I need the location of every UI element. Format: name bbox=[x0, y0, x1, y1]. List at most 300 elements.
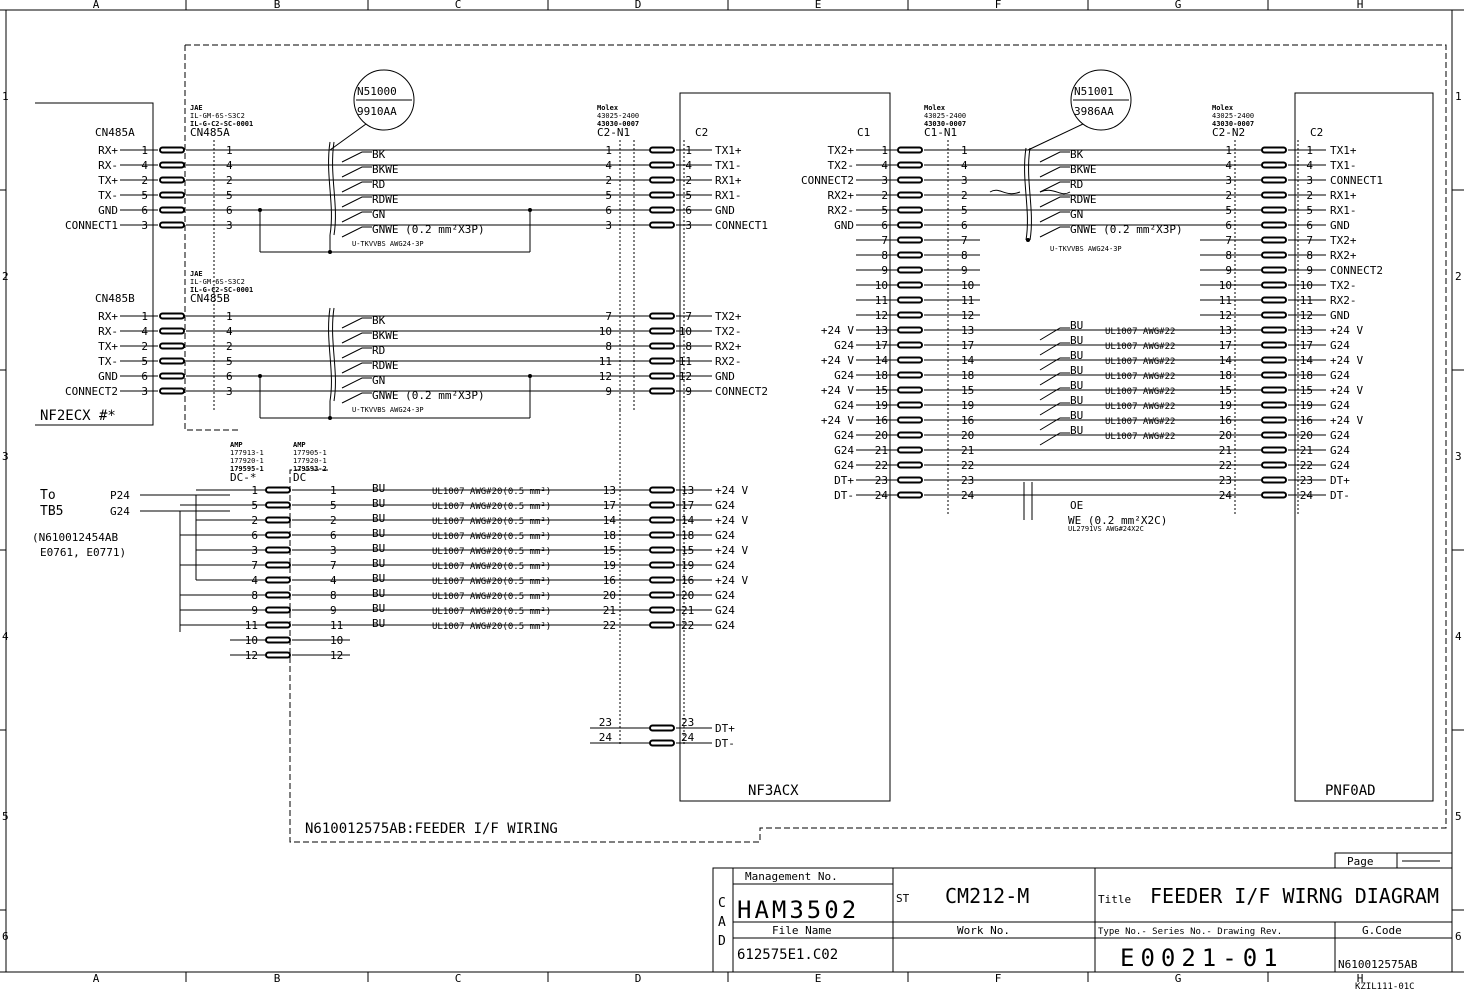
pnf0ad-signal: GND bbox=[1330, 219, 1350, 232]
file-value: 612575E1.C02 bbox=[737, 947, 839, 963]
amp1-maker: AMP bbox=[230, 441, 243, 449]
pin-number: 4 bbox=[141, 325, 148, 338]
connector-terminal bbox=[1262, 463, 1286, 468]
nf3acx-signal: GND bbox=[715, 204, 735, 217]
c1-power-color: BU bbox=[1070, 394, 1084, 407]
c1-signal: RX2- bbox=[827, 204, 854, 217]
c1-pin: 1 bbox=[881, 144, 888, 157]
wire-color: BKWE bbox=[372, 163, 399, 176]
c1-pin: 8 bbox=[881, 249, 888, 262]
connector-terminal bbox=[160, 314, 184, 319]
nf3acx-pin-number: 2 bbox=[605, 174, 612, 187]
zone-row-right: 6 bbox=[1455, 930, 1462, 943]
pin-number: 3 bbox=[141, 219, 148, 232]
c1-pin: 23 bbox=[874, 474, 888, 487]
nf3acx-board-pin: 5 bbox=[685, 189, 692, 202]
c1-signal: GND bbox=[834, 219, 854, 232]
pnf0ad-pin: 21 bbox=[1299, 444, 1313, 457]
power-wire-spec: UL1007 AWG#20(0.5 mm²) bbox=[432, 547, 552, 557]
pnf0ad-pin: 15 bbox=[1299, 384, 1313, 397]
pnf0ad-pin: 9 bbox=[1306, 264, 1313, 277]
amp1-part-2: 177920-1 bbox=[230, 457, 264, 465]
jae-part2-a: IL-G-C2-SC-0001 bbox=[190, 120, 254, 128]
pin-number: 6 bbox=[141, 204, 148, 217]
mgmt-label: Management No. bbox=[745, 870, 838, 883]
connector-terminal bbox=[898, 208, 922, 213]
c1n1-pin: 24 bbox=[961, 489, 975, 502]
wire-leader bbox=[342, 227, 372, 237]
dc-pin-left: 3 bbox=[251, 544, 258, 557]
c1-pin: 9 bbox=[881, 264, 888, 277]
signal-label: GND bbox=[98, 204, 118, 217]
nf3acx-power-signal: +24 V bbox=[715, 574, 749, 587]
c2n2-pin: 7 bbox=[1225, 234, 1232, 247]
junction-dot bbox=[258, 208, 262, 212]
c2n2-pin: 5 bbox=[1225, 204, 1232, 217]
amp2-part-3: 179593-2 bbox=[293, 465, 327, 473]
pnf0ad-pin: 18 bbox=[1299, 369, 1313, 382]
c1-pin: 4 bbox=[881, 159, 888, 172]
jae-part1-b: IL-GM-6S-S3C2 bbox=[190, 278, 245, 286]
signal-label: TX- bbox=[98, 355, 118, 368]
connector-terminal bbox=[1262, 493, 1286, 498]
signal-label: RX- bbox=[98, 159, 118, 172]
c1n1-pin: 7 bbox=[961, 234, 968, 247]
pnf0ad-pin: 10 bbox=[1299, 279, 1313, 292]
molex-conn-2: C1-N1 bbox=[924, 126, 958, 139]
power-wire-color: BU bbox=[372, 512, 386, 525]
connector-terminal bbox=[266, 593, 290, 598]
wire-leader bbox=[342, 197, 372, 207]
dc-pin-left: 11 bbox=[244, 619, 258, 632]
wire-color: RDWE bbox=[372, 193, 399, 206]
connector-terminal bbox=[266, 638, 290, 643]
connector-terminal bbox=[160, 374, 184, 379]
far-pin-number: 3 bbox=[226, 219, 233, 232]
dc-pin-left: 8 bbox=[251, 589, 258, 602]
doc-code: KZIL111-01C bbox=[1355, 982, 1415, 992]
type-label: Type No.- Series No.- Drawing Rev. bbox=[1098, 927, 1283, 937]
signal-label: TX+ bbox=[98, 174, 118, 187]
nf2ecx-label: NF2ECX #* bbox=[40, 408, 116, 424]
wire-leader bbox=[342, 333, 372, 343]
zone-row-left: 2 bbox=[2, 270, 9, 283]
pnf0ad-pin: 13 bbox=[1299, 324, 1313, 337]
c1-power-spec: UL1007 AWG#22 bbox=[1105, 357, 1176, 367]
cn485b-ref: CN485B bbox=[95, 292, 135, 305]
signal-label: TX- bbox=[98, 189, 118, 202]
cad-d: D bbox=[718, 934, 726, 949]
p24-label: P24 bbox=[110, 489, 130, 502]
nf3acx-power-board-pin: 15 bbox=[681, 544, 695, 557]
pnf0ad-signal: G24 bbox=[1330, 369, 1350, 382]
pin-number: 2 bbox=[141, 340, 148, 353]
c1n1-pin: 1 bbox=[961, 144, 968, 157]
power-wire-spec: UL1007 AWG#20(0.5 mm²) bbox=[432, 607, 552, 617]
type-value: E0021-01 bbox=[1120, 944, 1284, 972]
far-pin-number: 5 bbox=[226, 355, 233, 368]
c2n2-pin: 24 bbox=[1218, 489, 1232, 502]
nf3acx-power-board-pin: 14 bbox=[681, 514, 695, 527]
connector-terminal bbox=[898, 388, 922, 393]
c1n1-pin: 17 bbox=[961, 339, 975, 352]
dc-pin-left: 12 bbox=[244, 649, 258, 662]
dc-pin-right: 6 bbox=[330, 529, 337, 542]
c1-signal: CONNECT2 bbox=[801, 174, 854, 187]
c1-pin: 16 bbox=[874, 414, 888, 427]
nf3acx-board-pin: 2 bbox=[685, 174, 692, 187]
nf3acx-signal: GND bbox=[715, 370, 735, 383]
nf3acx-pin-number: 12 bbox=[598, 370, 612, 383]
zone-row-right: 3 bbox=[1455, 450, 1462, 463]
far-pin-number: 3 bbox=[226, 385, 233, 398]
dc-pin-right: 3 bbox=[330, 544, 337, 557]
wire-leader bbox=[342, 378, 372, 388]
model-value: CM212-M bbox=[945, 884, 1030, 908]
nf3acx-power-pin: 17 bbox=[602, 499, 616, 512]
c1-wire-color: GNWE (0.2 mm²X3P) bbox=[1070, 223, 1183, 236]
pnf0ad-signal: CONNECT1 bbox=[1330, 174, 1383, 187]
molex-part1-1: 43025-2400 bbox=[597, 112, 640, 120]
pnf0ad-signal: +24 V bbox=[1330, 384, 1364, 397]
pin-number: 2 bbox=[141, 174, 148, 187]
page-label: Page bbox=[1347, 855, 1374, 868]
c1n1-pin: 8 bbox=[961, 249, 968, 262]
connector-terminal bbox=[650, 359, 674, 364]
jae-maker-a: JAE bbox=[190, 104, 203, 112]
c1-wire-color: RDWE bbox=[1070, 193, 1097, 206]
pnf0ad-signal: RX1+ bbox=[1330, 189, 1357, 202]
c1-power-color: BU bbox=[1070, 409, 1084, 422]
wire-color: BK bbox=[372, 148, 386, 161]
c1-pin: 2 bbox=[881, 189, 888, 202]
junction-dot bbox=[328, 416, 332, 420]
pnf0ad-pin: 24 bbox=[1299, 489, 1313, 502]
zone-row-right: 1 bbox=[1455, 90, 1462, 103]
c1n1-pin: 20 bbox=[961, 429, 975, 442]
zone-row-right: 5 bbox=[1455, 810, 1462, 823]
connector-terminal bbox=[898, 328, 922, 333]
far-pin-number: 6 bbox=[226, 370, 233, 383]
c2n2-pin: 22 bbox=[1218, 459, 1232, 472]
cable-spec: U-TKVVBS AWG24-3P bbox=[352, 240, 424, 248]
power-wire-spec: UL1007 AWG#20(0.5 mm²) bbox=[432, 532, 552, 542]
nf2ecx-board bbox=[35, 103, 153, 425]
connector-terminal bbox=[1262, 238, 1286, 243]
connector-terminal bbox=[160, 344, 184, 349]
pnf0ad-pin: 16 bbox=[1299, 414, 1313, 427]
ref-note-1: (N610012454AB bbox=[32, 531, 119, 544]
connector-terminal bbox=[160, 208, 184, 213]
amp2-part-1: 177905-1 bbox=[293, 449, 327, 457]
amp2-name: DC bbox=[293, 471, 307, 484]
jae-conn-b: CN485B bbox=[190, 292, 230, 305]
title-label: Title bbox=[1098, 893, 1132, 906]
dc-pin-right: 1 bbox=[330, 484, 337, 497]
nf3acx-pin-number: 11 bbox=[598, 355, 612, 368]
connector-terminal bbox=[266, 653, 290, 658]
wire-color: RDWE bbox=[372, 359, 399, 372]
c1-power-spec: UL1007 AWG#22 bbox=[1105, 417, 1176, 427]
pin-number: 1 bbox=[141, 144, 148, 157]
molex-header-nf3acx bbox=[597, 104, 708, 139]
connector-terminal bbox=[898, 268, 922, 273]
cable-tag-1-top: N51000 bbox=[357, 85, 397, 98]
pnf0ad-signal: RX2+ bbox=[1330, 249, 1357, 262]
pin-number: 3 bbox=[141, 385, 148, 398]
cable-tag-2-bottom: 3986AA bbox=[1074, 105, 1114, 118]
nf3acx-board-pin: 6 bbox=[685, 204, 692, 217]
wire-leader bbox=[1040, 167, 1070, 177]
shield-mark bbox=[329, 308, 332, 401]
c2n2-pin: 2 bbox=[1225, 189, 1232, 202]
c1n1-pin: 18 bbox=[961, 369, 975, 382]
nf3acx-pin-number: 6 bbox=[605, 204, 612, 217]
pnf0ad-signal: +24 V bbox=[1330, 414, 1364, 427]
cable-spec: U-TKVVBS AWG24-3P bbox=[352, 406, 424, 414]
dc-pin-right: 9 bbox=[330, 604, 337, 617]
middle-c1: C1 bbox=[857, 126, 871, 139]
c1n1-pin: 16 bbox=[961, 414, 975, 427]
connector-terminal bbox=[650, 563, 674, 568]
connector-terminal bbox=[650, 329, 674, 334]
molex-header-pnf0ad bbox=[1212, 104, 1323, 139]
c1-power-color: BU bbox=[1070, 424, 1084, 437]
pnf0ad-signal: G24 bbox=[1330, 339, 1350, 352]
pin-number: 5 bbox=[141, 355, 148, 368]
c1-power-spec: UL1007 AWG#22 bbox=[1105, 387, 1176, 397]
c2n2-pin: 11 bbox=[1218, 294, 1232, 307]
c1-pin: 6 bbox=[881, 219, 888, 232]
c2n2-pin: 10 bbox=[1218, 279, 1232, 292]
c1n1-pin: 11 bbox=[961, 294, 975, 307]
nf3acx-dt-signal: DT- bbox=[715, 737, 735, 750]
c1-pin: 15 bbox=[874, 384, 888, 397]
c2n2-pin: 3 bbox=[1225, 174, 1232, 187]
amp1-part-1: 177913-1 bbox=[230, 449, 264, 457]
pnf0ad-pin: 3 bbox=[1306, 174, 1313, 187]
connector-terminal bbox=[898, 493, 922, 498]
molex-maker-3: Molex bbox=[1212, 104, 1234, 112]
cn485b-header bbox=[95, 270, 253, 305]
nf3acx-power-board-pin: 19 bbox=[681, 559, 695, 572]
molex-part2-3: 43030-0007 bbox=[1212, 120, 1255, 128]
c1n1-pin: 4 bbox=[961, 159, 968, 172]
connector-terminal bbox=[160, 148, 184, 153]
cn485a-ref: CN485A bbox=[95, 126, 135, 139]
dc-pin-left: 5 bbox=[251, 499, 258, 512]
nf3acx-label: NF3ACX bbox=[748, 783, 799, 799]
connector-terminal bbox=[650, 178, 674, 183]
pin-number: 1 bbox=[141, 310, 148, 323]
power-wire-spec: UL1007 AWG#20(0.5 mm²) bbox=[432, 622, 552, 632]
connector-terminal bbox=[1262, 388, 1286, 393]
c1n1-pin: 21 bbox=[961, 444, 975, 457]
signal-label: TX+ bbox=[98, 340, 118, 353]
nf3acx-signal: RX2- bbox=[715, 355, 742, 368]
connector-terminal bbox=[160, 178, 184, 183]
nf3acx-power-board-pin: 20 bbox=[681, 589, 695, 602]
c1-pin: 21 bbox=[874, 444, 888, 457]
dc-pin-left: 10 bbox=[244, 634, 258, 647]
c1-pin: 3 bbox=[881, 174, 888, 187]
pin-number: 5 bbox=[141, 189, 148, 202]
connector-terminal bbox=[160, 163, 184, 168]
nf3acx-pin-number: 5 bbox=[605, 189, 612, 202]
c1-signal: TX2+ bbox=[827, 144, 854, 157]
connector-terminal bbox=[650, 726, 674, 731]
power-wire-color: BU bbox=[372, 617, 386, 630]
connector-terminal bbox=[1262, 328, 1286, 333]
c1n1-pin: 5 bbox=[961, 204, 968, 217]
nf3acx-power-pin: 13 bbox=[602, 484, 616, 497]
pnf0ad-signal: GND bbox=[1330, 309, 1350, 322]
gcode-label: G.Code bbox=[1362, 924, 1402, 937]
molex-conn-3: C2-N2 bbox=[1212, 126, 1246, 139]
connector-terminal bbox=[1262, 178, 1286, 183]
zone-col-top: B bbox=[273, 0, 281, 11]
cable-tag-2-top: N51001 bbox=[1074, 85, 1114, 98]
c1n1-pin: 10 bbox=[961, 279, 975, 292]
pin-number: 4 bbox=[141, 159, 148, 172]
c1n1-pin: 12 bbox=[961, 309, 975, 322]
c1-signal: +24 V bbox=[820, 414, 854, 427]
c1n1-pin: 9 bbox=[961, 264, 968, 277]
connector-terminal bbox=[1262, 253, 1286, 258]
wire-color: RD bbox=[372, 178, 386, 191]
power-wire-spec: UL1007 AWG#20(0.5 mm²) bbox=[432, 502, 552, 512]
c1-signal: G24 bbox=[834, 459, 854, 472]
nf3acx-pin-number: 3 bbox=[605, 219, 612, 232]
c1-pin: 24 bbox=[874, 489, 888, 502]
pnf0ad-signal: G24 bbox=[1330, 399, 1350, 412]
nf3acx-board-pin: 12 bbox=[678, 370, 692, 383]
nf3acx-power-signal: G24 bbox=[715, 529, 735, 542]
shield-mark bbox=[333, 308, 336, 401]
connector-terminal bbox=[650, 148, 674, 153]
nf3acx-board-pin: 7 bbox=[685, 310, 692, 323]
c1n1-pin: 22 bbox=[961, 459, 975, 472]
dc-pin-right: 8 bbox=[330, 589, 337, 602]
nf3acx-power-board-pin: 13 bbox=[681, 484, 695, 497]
pnf0ad-signal: G24 bbox=[1330, 444, 1350, 457]
c1-signal: DT- bbox=[834, 489, 854, 502]
pnf0ad-signal: TX2- bbox=[1330, 279, 1357, 292]
connector-terminal bbox=[650, 488, 674, 493]
pnf0ad-signal: TX1- bbox=[1330, 159, 1357, 172]
molex-maker-2: Molex bbox=[924, 104, 946, 112]
nf3acx-board-pin: 1 bbox=[685, 144, 692, 157]
connector-terminal bbox=[266, 503, 290, 508]
zone-row-right: 2 bbox=[1455, 270, 1462, 283]
wire-leader bbox=[1040, 152, 1070, 162]
molex-header-c1 bbox=[857, 104, 966, 139]
zone-row-left: 4 bbox=[2, 630, 9, 643]
amp2-part-2: 177920-1 bbox=[293, 457, 327, 465]
wire-color: GNWE (0.2 mm²X3P) bbox=[372, 223, 485, 236]
power-wire-color: BU bbox=[372, 557, 386, 570]
g24-label: G24 bbox=[110, 505, 130, 518]
wire-leader bbox=[342, 348, 372, 358]
connector-terminal bbox=[898, 223, 922, 228]
c1-signal: G24 bbox=[834, 339, 854, 352]
wire-color: GN bbox=[372, 374, 386, 387]
connector-terminal bbox=[1262, 418, 1286, 423]
nf3acx-power-pin: 21 bbox=[602, 604, 616, 617]
connector-terminal bbox=[1262, 163, 1286, 168]
wire-leader bbox=[342, 212, 372, 222]
pnf0ad-signal: TX2+ bbox=[1330, 234, 1357, 247]
nf3acx-board-pin: 3 bbox=[685, 219, 692, 232]
c2n2-pin: 19 bbox=[1218, 399, 1232, 412]
power-wire-spec: UL1007 AWG#20(0.5 mm²) bbox=[432, 562, 552, 572]
wire-leader bbox=[342, 167, 372, 177]
c1n1-pin: 6 bbox=[961, 219, 968, 232]
nf3acx-board bbox=[680, 93, 890, 801]
connector-terminal bbox=[266, 548, 290, 553]
pnf0ad-signal: DT+ bbox=[1330, 474, 1350, 487]
zone-col-bottom: F bbox=[994, 972, 1002, 985]
wire-leader bbox=[1040, 212, 1070, 222]
connector-terminal bbox=[1262, 358, 1286, 363]
c1n1-pin: 2 bbox=[961, 189, 968, 202]
nf3acx-signal: RX2+ bbox=[715, 340, 742, 353]
dc-pin-left: 2 bbox=[251, 514, 258, 527]
connector-terminal bbox=[650, 608, 674, 613]
connector-terminal bbox=[650, 314, 674, 319]
junction-dot bbox=[528, 374, 532, 378]
pnf0ad-pin: 6 bbox=[1306, 219, 1313, 232]
nf3acx-power-pin: 18 bbox=[602, 529, 616, 542]
zone-col-top: H bbox=[1356, 0, 1364, 11]
nf3acx-board-pin: 4 bbox=[685, 159, 692, 172]
connector-terminal bbox=[1262, 208, 1286, 213]
connector-terminal bbox=[1262, 373, 1286, 378]
power-wire-color: BU bbox=[372, 527, 386, 540]
wire-color: GN bbox=[372, 208, 386, 221]
c1-power-color: BU bbox=[1070, 349, 1084, 362]
connector-terminal bbox=[898, 403, 922, 408]
pnf0ad-pin: 4 bbox=[1306, 159, 1313, 172]
c1-signal: +24 V bbox=[820, 354, 854, 367]
nf3acx-pin-number: 8 bbox=[605, 340, 612, 353]
connector-terminal bbox=[650, 163, 674, 168]
dc-pin-right: 11 bbox=[330, 619, 344, 632]
nf3acx-pin-number: 7 bbox=[605, 310, 612, 323]
connector-terminal bbox=[1262, 448, 1286, 453]
work-label: Work No. bbox=[957, 924, 1010, 937]
far-pin-number: 1 bbox=[226, 144, 233, 157]
connector-terminal bbox=[266, 518, 290, 523]
pnf0ad-pin: 8 bbox=[1306, 249, 1313, 262]
c1-signal: +24 V bbox=[820, 324, 854, 337]
c1-pin: 18 bbox=[874, 369, 888, 382]
power-wire-color: BU bbox=[372, 482, 386, 495]
nf3acx-power-board-pin: 22 bbox=[681, 619, 695, 632]
molex-part1-2: 43025-2400 bbox=[924, 112, 967, 120]
far-pin-number: 1 bbox=[226, 310, 233, 323]
molex-part2-1: 43030-0007 bbox=[597, 120, 640, 128]
pnf0ad-pin: 11 bbox=[1299, 294, 1313, 307]
mgmt-value: HAM3502 bbox=[737, 896, 860, 924]
amp2-maker: AMP bbox=[293, 441, 306, 449]
nf3acx-power-signal: G24 bbox=[715, 499, 735, 512]
connector-terminal bbox=[160, 359, 184, 364]
zone-col-top: G bbox=[1174, 0, 1182, 11]
c2n2-pin: 23 bbox=[1218, 474, 1232, 487]
dc-pin-left: 6 bbox=[251, 529, 258, 542]
c1-power-spec: UL1007 AWG#22 bbox=[1105, 372, 1176, 382]
